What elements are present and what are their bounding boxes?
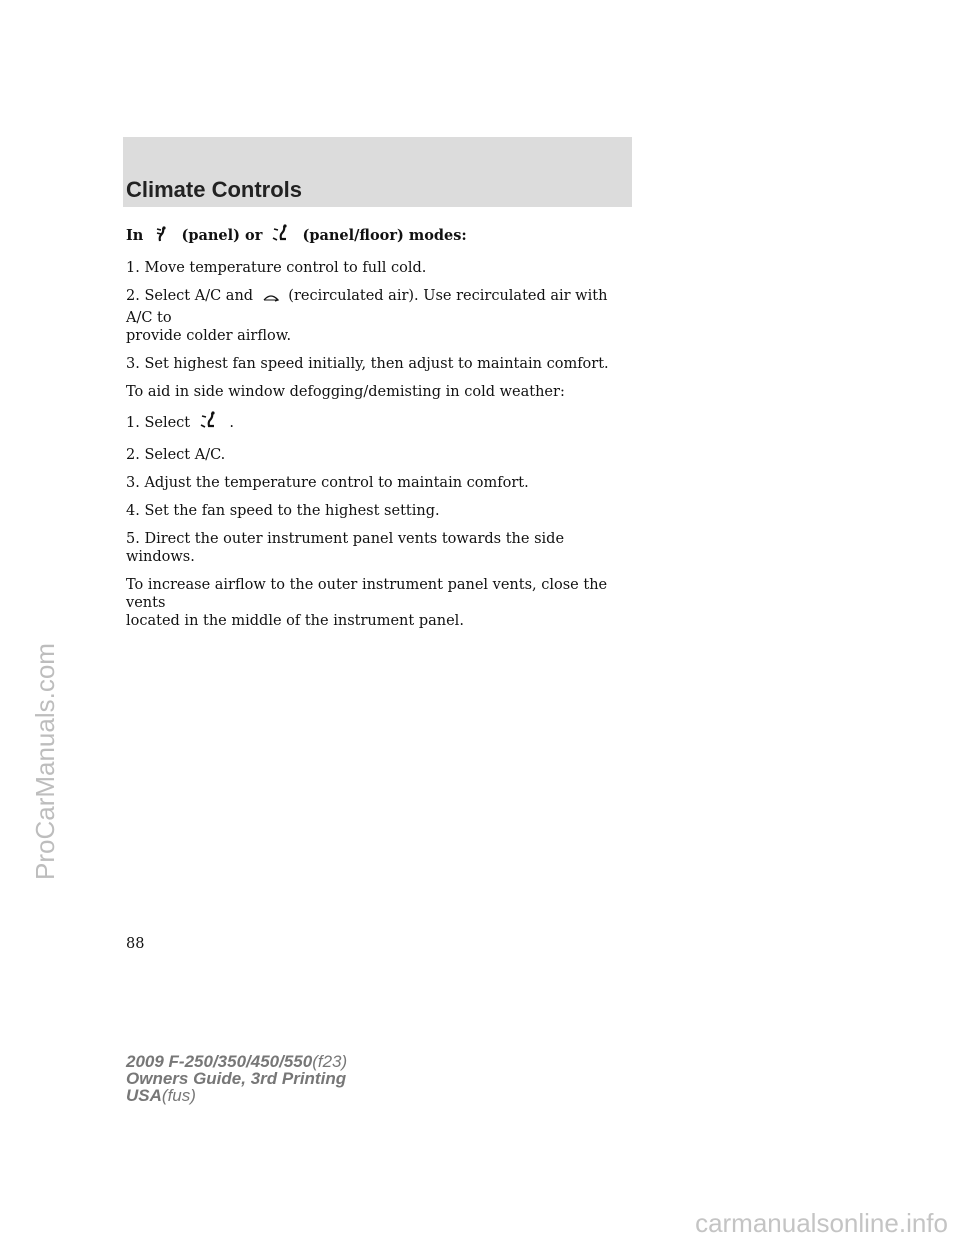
defog-step-1-prefix: 1. Select xyxy=(126,415,191,431)
airflow-line-2: located in the middle of the instrument panel. xyxy=(126,613,464,629)
footer-guide: Owners Guide, 3rd Printing xyxy=(126,1069,347,1088)
footer-region: USA xyxy=(126,1086,162,1105)
footer-region-code: (fus) xyxy=(161,1086,196,1105)
panel-vent-icon xyxy=(151,226,173,249)
step-1: 1. Move temperature control to full cold. xyxy=(126,260,427,276)
defog-intro: To aid in side window defogging/demisting in cold weather: xyxy=(126,384,565,400)
defog-step-1 xyxy=(126,411,636,436)
section-title: Climate Controls xyxy=(126,177,303,202)
defog-step-1-suffix: . xyxy=(229,415,234,431)
step-3: 3. Set highest fan speed initially, then adjust to maintain comfort. xyxy=(126,356,609,372)
bottom-watermark: carmanualsonline.info xyxy=(695,1208,948,1238)
step-2-rest-line-1: (recirculated air). Use recirculated air with A/C to xyxy=(126,288,608,326)
footer-model-line xyxy=(126,1053,347,1070)
modes-intro xyxy=(126,224,636,249)
page-content xyxy=(126,224,636,640)
section-header xyxy=(123,137,632,207)
defog-step-4: 4. Set the fan speed to the highest setting. xyxy=(126,503,440,519)
step-2 xyxy=(126,287,636,345)
footer-model: 2009 F-250/350/450/550 xyxy=(126,1052,313,1071)
page-number: 88 xyxy=(126,936,145,952)
defog-step-5: 5. Direct the outer instrument panel vents towards the side windows. xyxy=(126,531,565,565)
panel-floor-vent-icon xyxy=(270,224,294,249)
document-footer xyxy=(126,1053,347,1104)
recirculated-air-icon xyxy=(261,291,281,309)
airflow-note xyxy=(126,576,636,630)
intro-in: In xyxy=(126,227,144,244)
defog-step-2: 2. Select A/C. xyxy=(126,447,226,463)
defog-step-3: 3. Adjust the temperature control to maintain comfort. xyxy=(126,475,529,491)
intro-panel-floor: (panel/floor) modes: xyxy=(302,227,467,244)
step-2-prefix: 2. Select A/C and xyxy=(126,288,254,304)
airflow-line-1: To increase airflow to the outer instrument panel vents, close the vents xyxy=(126,577,608,611)
footer-model-code: (f23) xyxy=(312,1052,348,1071)
side-watermark: ProCarManuals.com xyxy=(30,643,60,880)
step-2-rest-line-2: provide colder airflow. xyxy=(126,328,292,344)
intro-panel: (panel) or xyxy=(181,227,263,244)
footer-region-line xyxy=(126,1087,347,1104)
panel-floor-vent-icon xyxy=(198,411,222,436)
